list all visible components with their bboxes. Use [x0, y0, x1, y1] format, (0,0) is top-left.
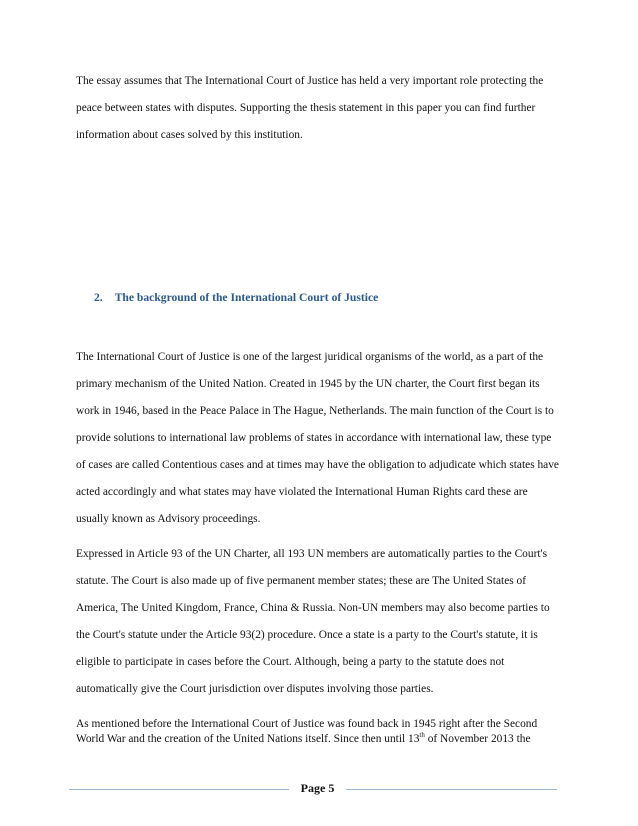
intro-line-3: information about cases solved by this institution. [76, 129, 303, 141]
para1-line-5: of cases are called Contentious cases and at times may have the obligation to adjudicate which states have [76, 459, 559, 471]
intro-line-2: peace between states with disputes. Supporting the thesis statement in this paper you can find further [76, 102, 536, 114]
para1-line-6: acted accordingly and what states may have violated the International Human Rights card these are [76, 486, 528, 498]
para3-line-1: As mentioned before the International Court of Justice was found back in 1945 right after the Second [76, 718, 538, 730]
para3-line-2-text: World War and the creation of the United Nations itself. Since then until 13 [76, 733, 420, 745]
page-number: Page 5 [300, 781, 335, 795]
para1-line-1: The International Court of Justice is one of the largest juridical organisms of the world, as a part of the [76, 351, 544, 363]
para2-line-5: eligible to participate in cases before the Court. Although, being a party to the statute does not [76, 656, 505, 668]
para1-line-4: provide solutions to international law problems of states in accordance with international law, these type [76, 432, 552, 444]
para2-line-3: America, The United Kingdom, France, China & Russia. Non-UN members may also become parties to [76, 602, 550, 614]
para3-line-2-tail: of November 2013 the [424, 733, 531, 745]
para1-line-2: primary mechanism of the United Nation. Created in 1945 by the UN charter, the Court first began its [76, 378, 540, 390]
para2-line-4: the Court's statute under the Article 93(2) procedure. Once a state is a party to the Court's statute, it is [76, 629, 538, 641]
intro-line-1: The essay assumes that The International Court of Justice has held a very important role protecting the [76, 75, 544, 87]
section-number: 2. [94, 291, 103, 304]
para2-line-6: automatically give the Court jurisdiction over disputes involving those parties. [76, 683, 434, 695]
para1-line-3: work in 1946, based in the Peace Palace in The Hague, Netherlands. The main function of the Court is to [76, 405, 554, 417]
section-title: The background of the International Court of Justice [114, 291, 379, 304]
footer-rule-left [69, 789, 289, 790]
ordinal-suffix: th [419, 731, 425, 740]
footer-rule-right [346, 789, 557, 790]
para2-line-2: statute. The Court is also made up of five permanent member states; these are The United States of [76, 575, 527, 587]
para1-line-7: usually known as Advisory proceedings. [76, 513, 261, 525]
para2-line-1: Expressed in Article 93 of the UN Charter, all 193 UN members are automatically parties to the Court's [76, 548, 548, 560]
para3-line-2 [76, 732, 566, 746]
section-heading [94, 291, 378, 304]
